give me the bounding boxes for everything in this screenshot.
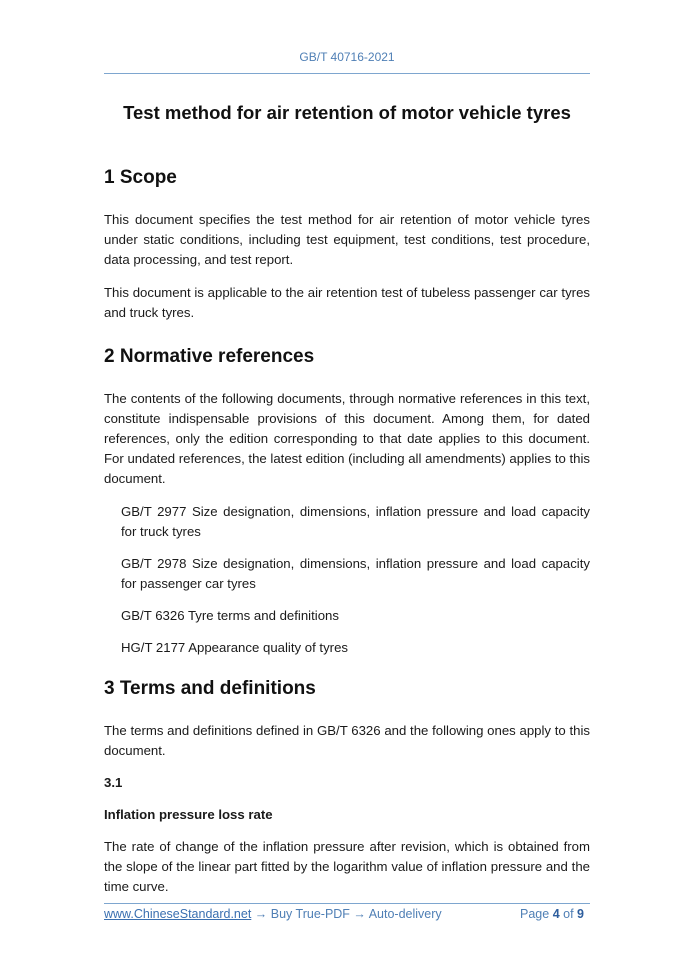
- normative-reference-item: GB/T 6326 Tyre terms and definitions: [121, 608, 339, 623]
- footer-site-link[interactable]: www.ChineseStandard.net: [104, 907, 252, 921]
- page-content: [104, 100, 590, 897]
- term-number: 3.1: [104, 775, 123, 790]
- page-label: Page: [520, 907, 550, 921]
- section-heading-normative-references: 2 Normative references: [104, 346, 315, 367]
- page-of-label: of: [563, 907, 574, 921]
- header-divider: [104, 73, 590, 74]
- page-indicator: [520, 906, 584, 922]
- document-title: Test method for air retention of motor vehicle tyres: [123, 102, 571, 123]
- normative-reference-item: HG/T 2177 Appearance quality of tyres: [121, 640, 349, 655]
- term-name: Inflation pressure loss rate: [104, 807, 273, 822]
- terms-intro-paragraph: The terms and definitions defined in GB/T 6326 and the following ones apply to this document.: [104, 723, 590, 758]
- page-footer: [104, 906, 590, 922]
- normative-intro-paragraph: The contents of the following documents, through normative references in this text, constitute indispensable provisions of this document. Among them, for dated references, only the edition corresponding to that date applies to this document. For undated references, the latest edition (including all amendments) applies to this document.: [104, 391, 591, 486]
- page-current: 4: [552, 907, 560, 921]
- page-total: 9: [577, 907, 584, 921]
- normative-reference-item: GB/T 2978 Size designation, dimensions, inflation pressure and load capacity for passenger car tyres: [121, 556, 590, 591]
- footer-promo-text: → Buy True-PDF → Auto-delivery: [251, 907, 442, 921]
- page-header: GB/T 40716-2021: [299, 50, 395, 64]
- section-heading-terms-definitions: 3 Terms and definitions: [104, 678, 316, 699]
- scope-paragraph-2: This document is applicable to the air retention test of tubeless passenger car tyres and truck tyres.: [104, 285, 590, 320]
- section-heading-scope: 1 Scope: [104, 167, 177, 188]
- scope-paragraph-1: This document specifies the test method for air retention of motor vehicle tyres under static conditions, including test equipment, test conditions, test procedure, data processing, and test report.: [104, 212, 590, 267]
- normative-reference-item: GB/T 2977 Size designation, dimensions, inflation pressure and load capacity for truck tyres: [121, 504, 590, 539]
- term-definition: The rate of change of the inflation pressure after revision, which is obtained from the slope of the linear part fitted by the logarithm value of inflation pressure and the time curve.: [104, 839, 590, 894]
- footer-divider: [104, 903, 590, 904]
